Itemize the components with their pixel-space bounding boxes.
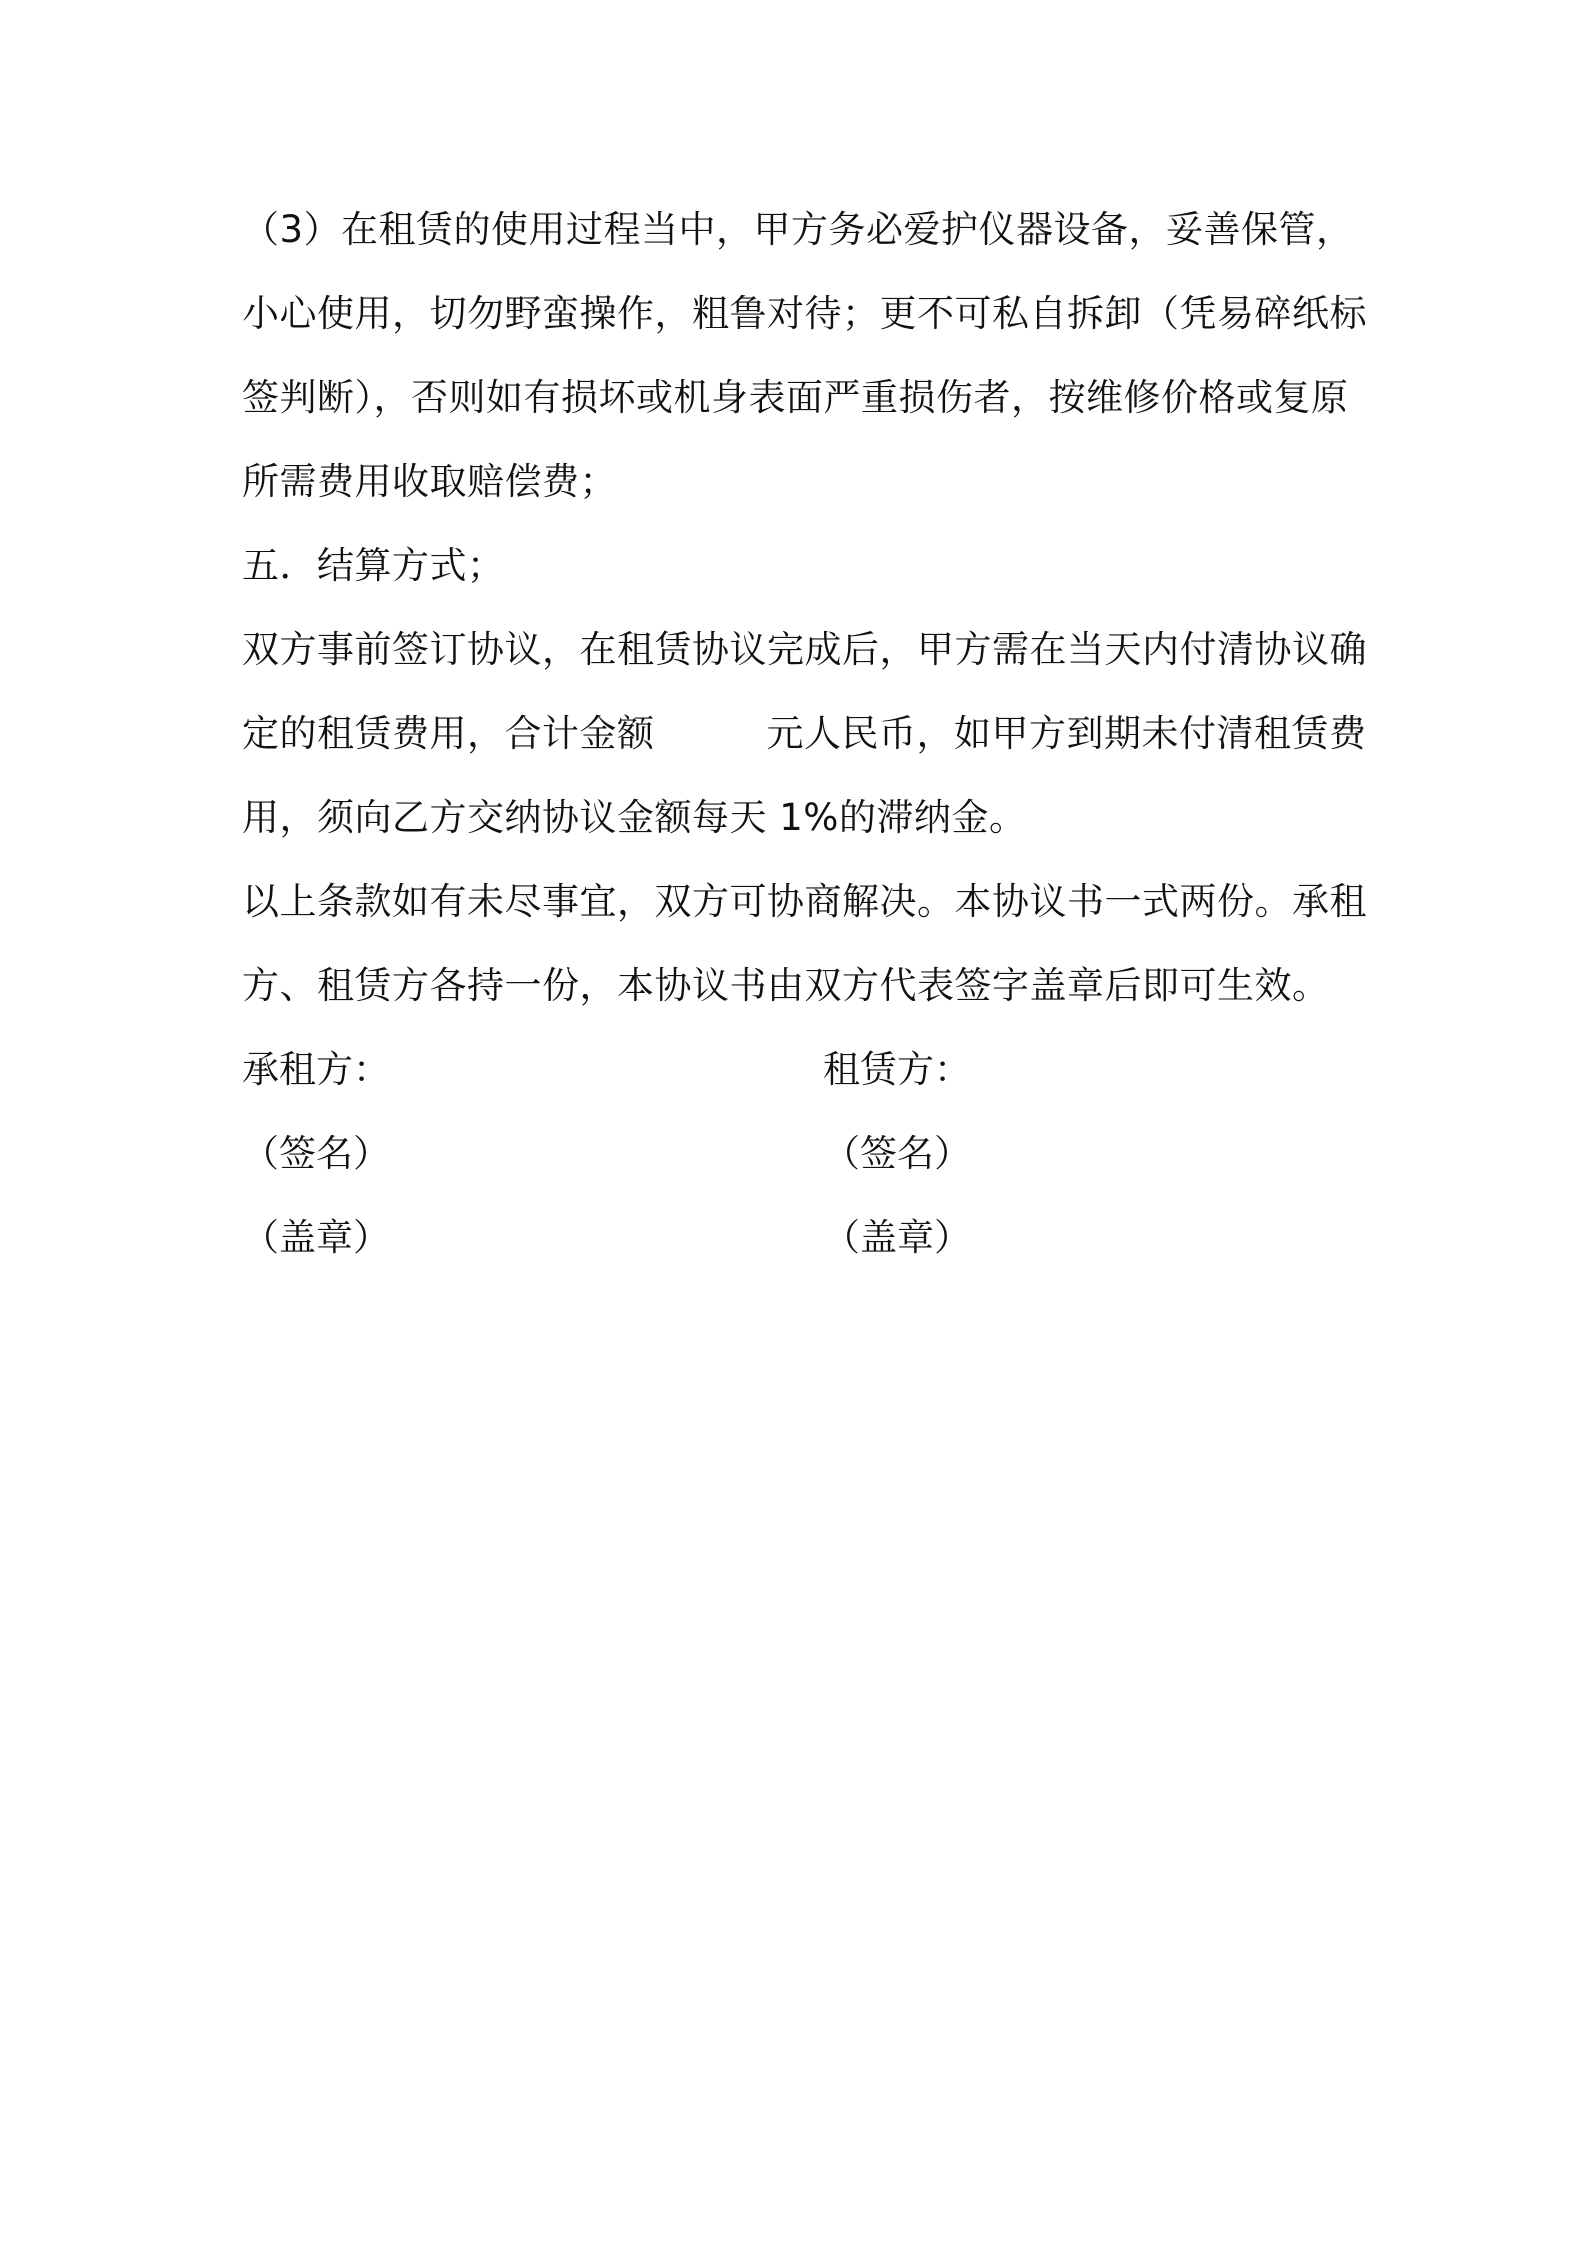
closing-line-2: 方、租赁方各持一份，本协议书由双方代表签字盖章后即可生效。 <box>242 964 1330 1007</box>
lessee-sign-label: （签名） <box>242 1132 390 1175</box>
section-5-line-2 <box>242 700 1367 784</box>
lessor-seal-label: （盖章） <box>823 1216 971 1259</box>
section-5-line-1: 双方事前签订协议，在租赁协议完成后，甲方需在当天内付清协议确 <box>242 628 1367 671</box>
signature-sign-row <box>242 1120 1362 1204</box>
clause-3-line-2: 小心使用，切勿野蛮操作，粗鲁对待；更不可私自拆卸（凭易碎纸标 <box>242 292 1367 335</box>
clause-3-line-3: 签判断），否则如有损坏或机身表面严重损伤者，按维修价格或复原 <box>242 376 1349 419</box>
clause-3-line-1: （3）在租赁的使用过程当中，甲方务必爱护仪器设备，妥善保管， <box>242 208 1354 251</box>
amount-currency-text: 元人民币，如甲方到期未付清租赁费 <box>766 712 1367 755</box>
section-5-heading: 五．结算方式； <box>242 544 505 587</box>
lessor-label: 租赁方： <box>823 1048 971 1091</box>
closing-line-1: 以上条款如有未尽事宜，双方可协商解决。本协议书一式两份。承租 <box>242 880 1367 923</box>
signature-party-row <box>242 1036 1362 1120</box>
signature-seal-row <box>242 1204 1362 1288</box>
document-body <box>242 196 1367 1288</box>
lessor-sign-label: （签名） <box>823 1132 971 1175</box>
section-5-line-3: 用，须向乙方交纳协议金额每天 1%的滞纳金。 <box>242 796 1027 839</box>
lessee-label: 承租方： <box>242 1048 390 1091</box>
clause-3-line-4: 所需费用收取赔偿费； <box>242 460 617 503</box>
lessee-seal-label: （盖章） <box>242 1216 390 1259</box>
amount-label: 定的租赁费用，合计金额 <box>242 712 655 755</box>
